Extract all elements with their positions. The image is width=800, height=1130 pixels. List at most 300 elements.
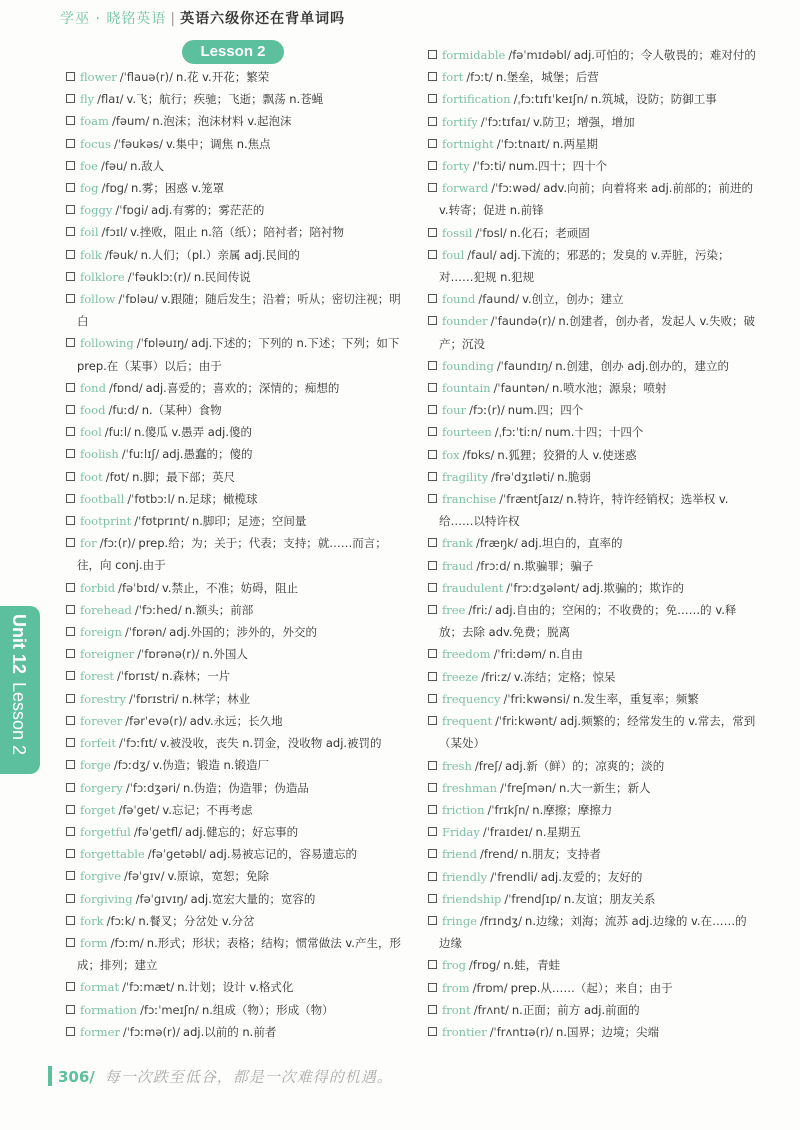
headword: fragility	[442, 469, 489, 484]
phonetic: /friːz/	[481, 669, 511, 684]
phonetic: /frɔːd/	[476, 558, 511, 573]
checkbox-icon[interactable]	[66, 427, 75, 436]
headword: fog	[80, 181, 99, 196]
phonetic: /ˈfɔːfɪt/	[119, 736, 158, 751]
phonetic: /ˈfaundə(r)/	[490, 314, 556, 329]
phonetic: /ˈfəukəs/	[113, 136, 163, 151]
phonetic: /ˈfrɔːdʒələnt/	[506, 580, 580, 595]
checkbox-icon[interactable]	[66, 605, 75, 614]
definition: v.创立，创办；建立	[522, 292, 624, 307]
vocab-entry	[66, 177, 406, 199]
vocab-entry	[66, 577, 406, 599]
definition: n.国界；边境；尖端	[556, 1024, 659, 1039]
checkbox-icon[interactable]	[66, 449, 75, 458]
definition: n.额头；前部	[184, 602, 254, 617]
checkbox-icon[interactable]	[66, 139, 75, 148]
headword: forty	[442, 159, 470, 174]
definition: n.两星期	[552, 136, 599, 151]
definition: n.傻瓜 v.愚弄 adj.傻的	[133, 425, 252, 440]
running-header	[60, 8, 345, 28]
checkbox-icon[interactable]	[428, 960, 437, 969]
headword: forgiving	[80, 891, 133, 906]
headword: following	[80, 336, 134, 351]
vocab-entry	[428, 599, 758, 643]
definition: v.禁止，不准；妨碍，阻止	[162, 580, 299, 595]
checkbox-icon[interactable]	[428, 183, 437, 192]
headword: fort	[442, 70, 464, 85]
checkbox-icon[interactable]	[428, 605, 437, 614]
headword: folk	[80, 247, 102, 262]
vocab-entry	[428, 666, 758, 688]
checkbox-icon[interactable]	[66, 627, 75, 636]
phonetic: /ˈfrendʃɪp/	[504, 891, 561, 906]
vocab-entry	[66, 621, 406, 643]
checkbox-icon[interactable]	[66, 894, 75, 903]
phonetic: /ˈfrendli/	[490, 869, 538, 884]
checkbox-icon[interactable]	[428, 872, 437, 881]
checkbox-icon[interactable]	[66, 272, 75, 281]
phonetic: /fɔːk/	[106, 913, 136, 928]
checkbox-icon[interactable]	[66, 583, 75, 592]
checkbox-icon[interactable]	[428, 805, 437, 814]
definition: v.飞；航行；疾驰；飞逝；飘荡 n.苍蝇	[126, 92, 324, 107]
vocab-entry	[66, 976, 406, 998]
definition: n.形式；形状；表格；结构；惯常做法 v.产生，形成；排列；建立	[77, 935, 401, 973]
vocab-entry	[66, 643, 406, 665]
definition: adj.坦白的，直率的	[520, 536, 623, 551]
phonetic: /ˈfɔːwəd/	[491, 181, 541, 196]
phonetic: /frɪndʒ/	[480, 913, 523, 928]
phonetic: /ˌfɔːˈtiːn/	[494, 425, 542, 440]
phonetic: /ˈfɒləuɪŋ/	[136, 336, 189, 351]
vocab-entry	[66, 443, 406, 465]
checkbox-icon[interactable]	[428, 761, 437, 770]
definition: n.创建，创办 adj.创办的，建立的	[555, 358, 730, 373]
vocab-entry	[66, 377, 406, 399]
checkbox-icon[interactable]	[66, 760, 75, 769]
headword: fox	[442, 447, 460, 462]
checkbox-icon[interactable]	[428, 1027, 437, 1036]
vocab-entry	[428, 1021, 758, 1043]
headword: forgettable	[80, 847, 145, 862]
phonetic: /fuːl/	[104, 425, 131, 440]
phonetic: /ˈfʊtprɪnt/	[134, 514, 189, 529]
definition: n.蛙，青蛙	[503, 958, 561, 973]
definition: n.自由	[548, 647, 583, 662]
phonetic: /ˈfɔːmə(r)/	[122, 1024, 181, 1039]
checkbox-icon[interactable]	[66, 205, 75, 214]
vocab-entry	[428, 688, 758, 710]
phonetic: /ˈfɔːdʒəri/	[125, 780, 180, 795]
headword: from	[442, 980, 470, 995]
checkbox-icon[interactable]	[66, 116, 75, 125]
definition: adv.永远；长久地	[189, 713, 283, 728]
vocab-entry	[428, 799, 758, 821]
checkbox-icon[interactable]	[428, 228, 437, 237]
checkbox-icon[interactable]	[428, 161, 437, 170]
phonetic: /fɔɪl/	[101, 225, 128, 240]
headword: freedom	[442, 647, 491, 662]
phonetic: /fəum/	[111, 114, 150, 129]
headword: founding	[442, 358, 494, 373]
headword: fraudulent	[442, 580, 504, 595]
vocab-entry	[428, 577, 758, 599]
vocab-entry	[428, 555, 758, 577]
vocab-entry	[428, 399, 758, 421]
phonetic: /frɒg/	[469, 958, 501, 973]
definition: n.民间传说	[193, 269, 251, 284]
headword: friend	[442, 847, 478, 862]
vocab-entry	[428, 177, 758, 221]
checkbox-icon[interactable]	[428, 561, 437, 570]
phonetic: /fɔːm/	[110, 935, 144, 950]
checkbox-icon[interactable]	[428, 916, 437, 925]
checkbox-icon[interactable]	[428, 316, 437, 325]
checkbox-icon[interactable]	[66, 294, 75, 303]
checkbox-icon[interactable]	[66, 1005, 75, 1014]
vocab-entry	[66, 777, 406, 799]
headword: fountain	[442, 381, 491, 396]
definition: adj.易被忘记的，容易遗忘的	[209, 847, 357, 862]
checkbox-icon[interactable]	[66, 161, 75, 170]
headword: foul	[442, 247, 465, 262]
headword: forward	[442, 181, 489, 196]
checkbox-icon[interactable]	[428, 583, 437, 592]
headword: foreigner	[80, 647, 135, 662]
vocab-entry	[428, 444, 758, 466]
headword: frontier	[442, 1024, 487, 1039]
checkbox-icon[interactable]	[428, 783, 437, 792]
vocab-entry	[428, 288, 758, 310]
checkbox-icon[interactable]	[428, 94, 437, 103]
phonetic: /ˈfræntʃaɪz/	[499, 492, 564, 507]
vocab-entry	[66, 532, 406, 576]
page-footer	[48, 1066, 393, 1087]
checkbox-icon[interactable]	[428, 472, 437, 481]
headword: forget	[80, 802, 116, 817]
definition: num.四十；四十个	[508, 159, 608, 174]
definition: n.计划；设计 v.格式化	[177, 980, 294, 995]
checkbox-icon[interactable]	[428, 294, 437, 303]
vocab-entry	[66, 843, 406, 865]
vocab-entry	[428, 777, 758, 799]
phonetic: /ˈfreʃmən/	[500, 780, 556, 795]
headword: forest	[80, 669, 115, 684]
checkbox-icon[interactable]	[428, 139, 437, 148]
definition: adv.向前；向着将来 adj.前部的；前进的 v.转寄；促进 n.前锋	[439, 181, 753, 218]
phonetic: /fəˈget/	[118, 802, 160, 817]
phonetic: /fɔːdʒ/	[113, 758, 150, 773]
headword: fond	[80, 380, 106, 395]
phonetic: /ˈfəuklɔː(r)/	[127, 269, 191, 284]
definition: v.原谅，宽恕；免除	[167, 869, 270, 884]
definition: n.敌人	[130, 158, 165, 173]
vocab-entry	[428, 843, 758, 865]
checkbox-icon[interactable]	[428, 494, 437, 503]
phonetic: /fʊt/	[105, 469, 130, 484]
checkbox-icon[interactable]	[66, 72, 75, 81]
checkbox-icon[interactable]	[66, 1027, 75, 1036]
checkbox-icon[interactable]	[428, 983, 437, 992]
definition: n.脚；最下部；英尺	[132, 469, 236, 484]
phonetic: /ˈfriːdəm/	[493, 647, 546, 662]
phonetic: /ˈfɔːmæt/	[122, 980, 175, 995]
headword: founder	[442, 314, 488, 329]
checkbox-icon[interactable]	[66, 871, 75, 880]
phonetic: /fɔːˈmeɪʃn/	[140, 1002, 199, 1017]
vocab-entry	[428, 310, 758, 354]
checkbox-icon[interactable]	[428, 538, 437, 547]
checkbox-icon[interactable]	[66, 516, 75, 525]
definition: n.脚印；足迹；空间量	[191, 514, 307, 529]
definition: n.足球；橄榄球	[177, 491, 258, 506]
checkbox-icon[interactable]	[66, 338, 75, 347]
phonetic: /ˈfrʌntɪə(r)/	[489, 1024, 554, 1039]
checkbox-icon[interactable]	[66, 916, 75, 925]
checkbox-icon[interactable]	[428, 827, 437, 836]
headword: form	[80, 935, 108, 950]
checkbox-icon[interactable]	[66, 783, 75, 792]
headword: Friday	[442, 825, 480, 840]
phonetic: /ˈfauntən/	[493, 381, 550, 396]
vocab-entry	[66, 910, 406, 932]
checkbox-icon[interactable]	[428, 427, 437, 436]
checkbox-icon[interactable]	[428, 250, 437, 259]
headword: front	[442, 1002, 471, 1017]
headword: forever	[80, 713, 123, 728]
definition: adj.下流的；邪恶的；发臭的 v.弄脏，污染；对……犯规 n.犯规	[439, 247, 730, 285]
vocab-entry	[428, 977, 758, 999]
definition: n.筑城，设防；防御工事	[590, 92, 717, 107]
vocab-entry	[66, 799, 406, 821]
headword: fraud	[442, 558, 474, 573]
phonetic: /fəuk/	[104, 247, 138, 262]
checkbox-icon[interactable]	[428, 672, 437, 681]
vocab-entry	[66, 888, 406, 910]
vocab-entry	[428, 954, 758, 976]
definition: n.正面；前方 adj.前面的	[511, 1002, 640, 1017]
phonetic: /ˈflauə(r)/	[119, 70, 174, 84]
checkbox-icon[interactable]	[66, 738, 75, 747]
definition: n.花 v.开花；繁荣	[176, 70, 270, 84]
definition: num.十四；十四个	[544, 425, 644, 440]
side-tab-unit: Unit 12	[9, 614, 29, 675]
definition: n.大一新生；新人	[559, 780, 651, 795]
phonetic: /fəˈgetəbl/	[147, 847, 207, 862]
definition: n.林学；林业	[181, 691, 251, 706]
definition: v.伪造；锻造 n.锻造厂	[152, 758, 269, 773]
headword: forge	[80, 758, 111, 773]
phonetic: /ˈfʊtbɔːl/	[127, 491, 175, 506]
checkbox-icon[interactable]	[66, 383, 75, 392]
vocab-entry	[428, 421, 758, 443]
headword: for	[80, 536, 97, 551]
checkbox-icon[interactable]	[66, 250, 75, 259]
definition: n.星期五	[535, 825, 581, 840]
checkbox-icon[interactable]	[66, 849, 75, 858]
headword: frank	[442, 536, 473, 551]
phonetic: /ˈfɔːtɪfaɪ/	[480, 114, 531, 129]
definition: n.泡沫；泡沫材料 v.起泡沫	[152, 114, 292, 129]
vocab-entry	[428, 999, 758, 1021]
phonetic: /ˈfɔːti/	[472, 159, 506, 174]
definition: adj.健忘的；好忘事的	[184, 824, 299, 839]
checkbox-icon[interactable]	[428, 405, 437, 414]
definition: prep.从……（起）；来自；由于	[510, 980, 673, 995]
checkbox-icon[interactable]	[66, 227, 75, 236]
checkbox-icon[interactable]	[428, 849, 437, 858]
checkbox-icon[interactable]	[66, 694, 75, 703]
checkbox-icon[interactable]	[428, 383, 437, 392]
vocab-entry	[66, 466, 406, 488]
headword: fortification	[442, 92, 511, 107]
headword: freshman	[442, 780, 498, 795]
checkbox-icon[interactable]	[66, 494, 75, 503]
headword: format	[80, 980, 120, 995]
checkbox-icon[interactable]	[428, 894, 437, 903]
headword: frequency	[442, 691, 501, 706]
phonetic: /fuːd/	[108, 403, 139, 418]
headword: footprint	[80, 514, 132, 529]
definition: adj.下述的；下列的 n.下述；下列；如下 prep.在（某事）以后；由于	[77, 336, 400, 373]
headword: food	[80, 403, 106, 418]
definition: adj.可怕的；令人敬畏的；难对付的	[573, 48, 756, 62]
phonetic: /ˌfɔːtɪfɪˈkeɪʃn/	[513, 92, 588, 107]
headword: fortify	[442, 114, 478, 129]
vocab-entry	[66, 1021, 406, 1043]
phonetic: /fɒks/	[462, 447, 495, 462]
vocab-entry	[428, 466, 758, 488]
vocab-entry	[66, 110, 406, 132]
headword: fossil	[442, 225, 473, 240]
vocab-entry	[66, 266, 406, 288]
definition: v.跟随；随后发生；沿着；听从；密切注视；明白	[77, 292, 401, 329]
checkbox-icon[interactable]	[66, 982, 75, 991]
checkbox-icon[interactable]	[66, 938, 75, 947]
checkbox-icon[interactable]	[428, 117, 437, 126]
definition: n.外国人	[202, 647, 248, 662]
phonetic: /freʃ/	[474, 758, 503, 773]
headword: friction	[442, 802, 485, 817]
phonetic: /fɒnd/	[108, 380, 143, 395]
headword: friendship	[442, 891, 502, 906]
checkbox-icon[interactable]	[66, 716, 75, 725]
definition: adj.以前的 n.前者	[183, 1024, 277, 1039]
definition: adj.宽宏大量的；宽容的	[190, 891, 316, 906]
checkbox-icon[interactable]	[66, 183, 75, 192]
headword: free	[442, 603, 466, 618]
footer-motto: 每一次跌至低谷，都是一次难得的机遇。	[104, 1068, 393, 1086]
headword: friendly	[442, 869, 488, 884]
checkbox-icon[interactable]	[66, 671, 75, 680]
headword: four	[442, 403, 467, 418]
checkbox-icon[interactable]	[66, 805, 75, 814]
definition: n.堡垒，城堡；后营	[495, 70, 599, 85]
vocab-entry	[66, 688, 406, 710]
headword: forehead	[80, 602, 132, 617]
definition: n.化石；老顽固	[509, 225, 590, 240]
definition: n.特许，特许经销权；选举权 v.给……以特许权	[439, 492, 729, 529]
vocab-entry	[66, 599, 406, 621]
headword: fringe	[442, 913, 478, 928]
checkbox-icon[interactable]	[428, 716, 437, 725]
vocab-entry	[66, 732, 406, 754]
checkbox-icon[interactable]	[66, 94, 75, 103]
definition: adj.有雾的；雾茫茫的	[151, 203, 265, 218]
phonetic: /ˈfaundɪŋ/	[496, 358, 553, 373]
headword: freeze	[442, 669, 479, 684]
checkbox-icon[interactable]	[66, 538, 75, 547]
page-number-bar	[48, 1066, 52, 1086]
headword: fork	[80, 913, 104, 928]
checkbox-icon[interactable]	[66, 405, 75, 414]
definition: v.防卫；增强，增加	[533, 114, 635, 129]
headword: fortnight	[442, 136, 494, 151]
phonetic: /faund/	[478, 292, 520, 307]
checkbox-icon[interactable]	[428, 72, 437, 81]
headword: foam	[80, 114, 109, 129]
checkbox-icon[interactable]	[428, 694, 437, 703]
vocab-entry	[428, 910, 758, 954]
checkbox-icon[interactable]	[428, 450, 437, 459]
headword: found	[442, 292, 476, 307]
phonetic: /ˈfɒrɪst/	[117, 669, 159, 684]
vocab-entry	[66, 133, 406, 155]
headword: football	[80, 491, 125, 506]
headword: foolish	[80, 447, 119, 462]
definition: n.摩擦；摩擦力	[532, 802, 613, 817]
headword: foot	[80, 469, 103, 484]
vocab-entry	[428, 888, 758, 910]
vocab-entry	[428, 133, 758, 155]
headword: follow	[80, 292, 116, 307]
checkbox-icon[interactable]	[428, 361, 437, 370]
headword: fool	[80, 425, 102, 440]
definition: adj.愚蠢的；傻的	[162, 447, 253, 462]
vocab-entry	[66, 399, 406, 421]
phonetic: /frend/	[480, 847, 518, 862]
unit-side-tab	[0, 606, 40, 774]
checkbox-icon[interactable]	[428, 50, 437, 59]
brand-name: 学巫 · 晓铭英语	[60, 11, 167, 27]
side-tab-label	[8, 614, 29, 755]
checkbox-icon[interactable]	[428, 1005, 437, 1014]
phonetic: /ˈfriːkwənsi/	[503, 691, 570, 706]
phonetic: /frʌnt/	[473, 1002, 509, 1017]
page-number: 306/	[58, 1068, 95, 1086]
header-separator: |	[170, 11, 177, 27]
phonetic: /fəˈgɪvɪŋ/	[135, 891, 188, 906]
checkbox-icon[interactable]	[66, 472, 75, 481]
definition: v.挫败，阻止 n.箔（纸）；陪衬者；陪衬物	[130, 225, 345, 240]
vocab-entry	[66, 488, 406, 510]
headword: formation	[80, 1002, 138, 1017]
phonetic: /ˈfɒrən/	[124, 625, 167, 640]
checkbox-icon[interactable]	[66, 649, 75, 658]
definition: adj.新（鲜）的；凉爽的；淡的	[505, 758, 665, 773]
headword: foil	[80, 225, 99, 240]
checkbox-icon[interactable]	[66, 827, 75, 836]
vocab-entry	[66, 710, 406, 732]
headword: foe	[80, 158, 98, 173]
checkbox-icon[interactable]	[428, 649, 437, 658]
vocab-entry	[66, 510, 406, 532]
definition: n.餐叉；分岔处 v.分岔	[138, 913, 255, 928]
phonetic: /ˈfuːlɪʃ/	[121, 447, 160, 462]
definition: n.友谊；朋友关系	[563, 891, 656, 906]
side-tab-lesson: Lesson 2	[9, 682, 29, 756]
vocab-entry	[428, 44, 758, 66]
